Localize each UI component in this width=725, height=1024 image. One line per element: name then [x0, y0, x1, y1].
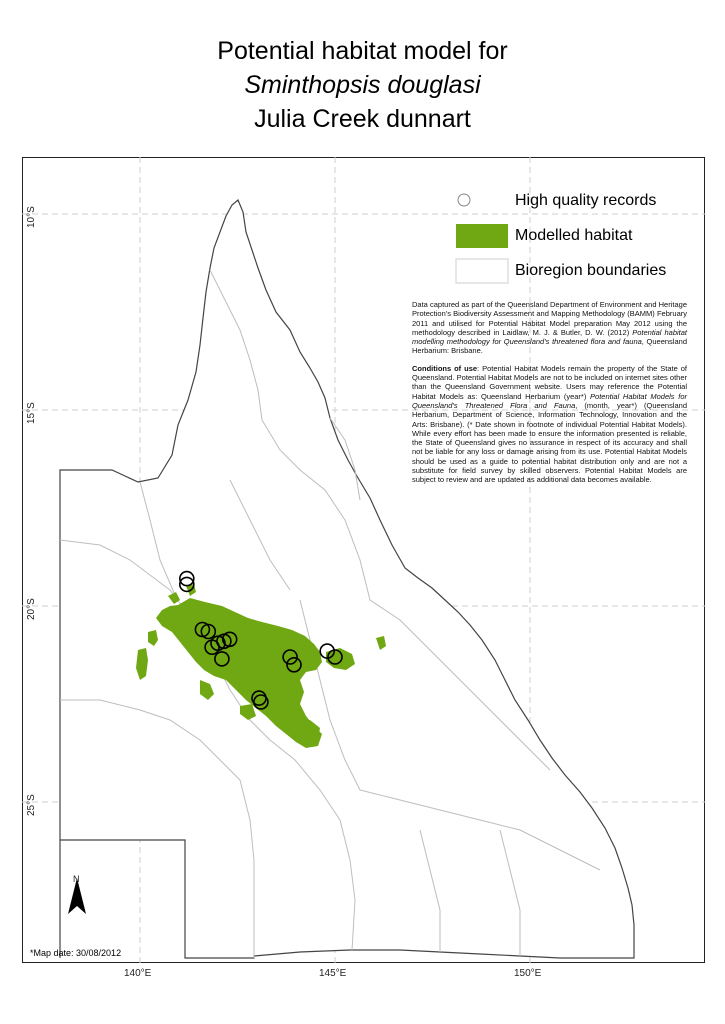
- legend-item-bioregion: [455, 260, 695, 295]
- legend: [455, 190, 695, 295]
- lat-label-20s: 20°S: [26, 598, 37, 620]
- lon-label-150e: 150°E: [514, 968, 542, 979]
- map-date: *Map date: 30/08/2012: [30, 948, 122, 958]
- lat-label-25s: 25°S: [26, 794, 37, 816]
- legend-label-records: High quality records: [515, 192, 657, 209]
- lon-label-145e: 145°E: [319, 968, 347, 979]
- map-notes: [412, 300, 687, 493]
- lat-label-10s: 10°S: [26, 206, 37, 228]
- conditions-of-use-note: Conditions of use: Potential Habitat Models remain the property of the State of Queensland. Potential Habitat Models are not to be included on internet sites other than the Queensland Government website. Users may reference the Potential Habitat Models as: Queensland Herbarium (year*) Potential Habitat Models for Queensland's Threatened Flora and Fauna, (month, year*) (Queensland Herbarium, Department of Science, Information Technology, Innovation and the Arts: Brisbane). (* Date shown in footnote of individual Potential Habitat Models). While every effort has been made to ensure the information presented is reliable, the State of Queensland gives no assurance in respect of its accuracy and shall not be liable for any loss or damage arising from its use. Potential Habitat Models should be used as a guide to potential habitat distribution only and are not a substitute for field survey by skilled observers. Potential Habitat Models are subject to review and are updated as additional data becomes available.: [412, 363, 687, 485]
- legend-label-habitat: Modelled habitat: [515, 227, 633, 244]
- title-common-name: Julia Creek dunnart: [254, 105, 471, 133]
- data-source-note: Data captured as part of the Queensland Department of Environment and Heritage Protection's Biodiversity Assessment and Mapping Methodology (BAMM) February 2011 and utilised for Potential Habitat Model preparation May 2012 using the methodology described in Laidlaw, M. J. & Butler, D. W. (2012) Potential habitat modelling methodology for Queensland's threatened flora and fauna, Queensland Herbarium: Brisbane.: [412, 300, 687, 356]
- north-label: N: [73, 874, 80, 884]
- lat-label-15s: 15°S: [26, 402, 37, 424]
- legend-item-records: [455, 190, 695, 225]
- legend-item-habitat: [455, 225, 695, 260]
- title-line-1: Potential habitat model for: [217, 37, 508, 65]
- legend-label-bioregion: Bioregion boundaries: [515, 262, 667, 279]
- title-species-name: Sminthopsis douglasi: [244, 71, 481, 99]
- lon-label-140e: 140°E: [124, 968, 152, 979]
